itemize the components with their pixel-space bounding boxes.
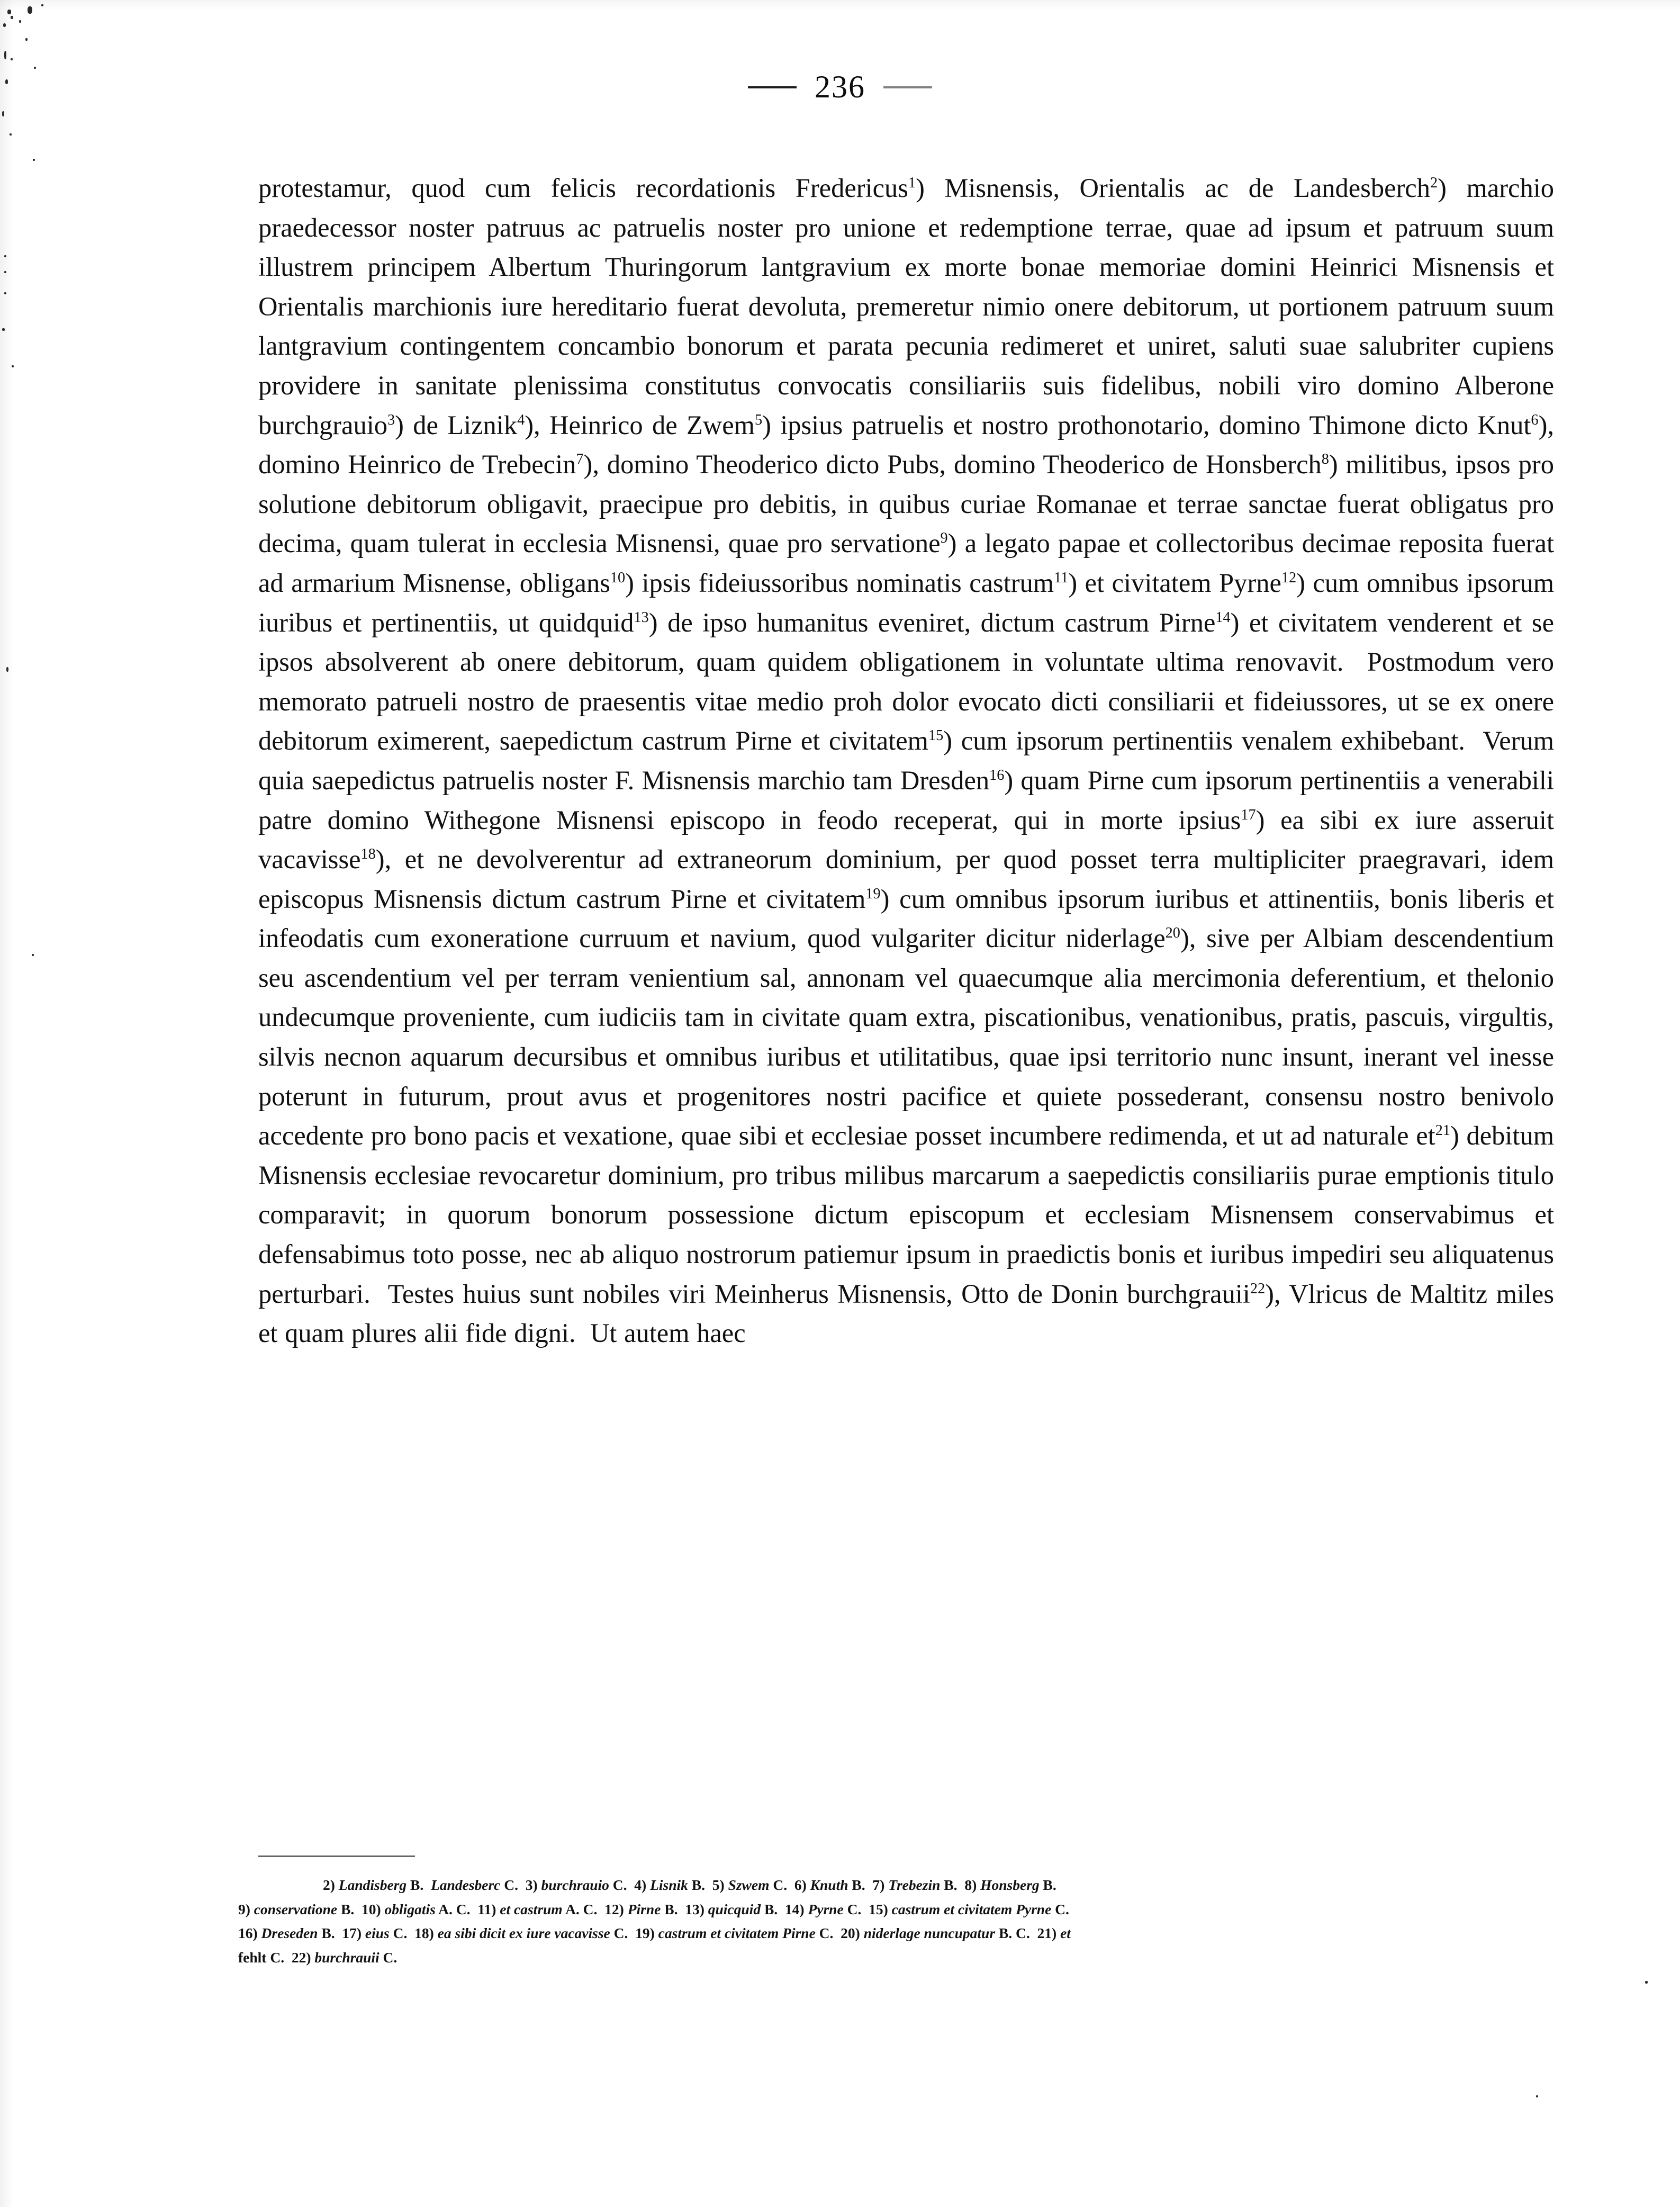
scan-speck xyxy=(25,38,28,41)
scan-speck xyxy=(7,10,11,14)
page-number: 236 xyxy=(815,69,865,104)
scan-speck xyxy=(3,23,6,27)
scan-speck xyxy=(2,111,4,116)
scan-speck xyxy=(28,6,32,14)
scan-speck xyxy=(33,159,35,161)
footnote-line: 9) conservatione B. 10) obligatis A. C. 11) et castrum A. C. 12) Pirne B. 13) quicquid B. 14) Pyrne C. 15) castrum et civitatem Pyrne C. xyxy=(238,1900,1069,1917)
running-head xyxy=(0,69,1680,105)
scan-speck xyxy=(11,58,13,60)
footnote-separator-rule xyxy=(258,1855,415,1857)
main-paragraph: protestamur, quod cum felicis recordationis Fredericus$^1$) Misnensis, Orientalis ac de Landesberch$^2$) marchio praedecessor noster patruus ac patruelis noster pro unione et redemptione terrae, quae ad ipsum et patruum suum illustrem principem Albertum Thuringorum lantgravium ex morte bonae memoriae domini Heinrici Misnensis et Orientalis marchionis iure hereditario fuerat devoluta, premeretur nimio onere debitorum, ut portionem patruum suum lantgravium contingentem concambio bonorum et parata pecunia redimeret et uniret, saluti suae salubriter cupiens providere in sanitate plenissima constitutus convocatis consiliariis suis fidelibus, nobili viro domino Alberone burchgrauio$^3$) de Liznik$^4$), Heinrico de Zwem$^5$) ipsius patruelis et nostro prothonotario, domino Thimone dicto Knut$^6$), domino Heinrico de Trebecin$^7$), domino Theoderico dicto Pubs, domino Theoderico de Honsberch$^8$) militibus, ipsos pro solutione debitorum obligavit, praecipue pro debitis, in quibus curiae Romanae et terrae sanctae fuerat obligatus pro decima, quam tulerat in ecclesia Misnensi, quae pro servatione$^9$) a legato papae et collectoribus decimae reposita fuerat ad armarium Misnense, obligans$^{10}$) ipsis fideiussoribus nominatis castrum$^{11}$) et civitatem Pyrne$^{12}$) cum omnibus ipsorum iuribus et pertinentiis, ut quidquid$^{13}$) de ipso humanitus eveniret, dictum castrum Pirne$^{14}$) et civitatem venderent et se ipsos absolverent ab onere debitorum, quam quidem obligationem in voluntate ultima renovavit. Postmodum vero memorato patrueli nostro de praesentis vitae medio proh dolor evocato dicti consiliarii et fideiussores, ut se ex onere debitorum eximerent, saepedictum castrum Pirne et civitatem$^{15}$) cum ipsorum pertinentiis venalem exhibebant. Verum quia saepedictus patruelis noster F. Misnensis marchio tam Dresden$^{16}$) quam Pirne cum ipsorum pertinentiis a venerabili patre domino Withegone Misnensi episcopo in feodo receperat, qui in morte ipsius$^{17}$) ea sibi ex iure asseruit vacavisse$^{18}$), et ne devolverentur ad extraneorum dominium, per quod posset terra multipliciter praegravari, idem episcopus Misnensis dictum castrum Pirne et civitatem$^{19}$) cum omnibus ipsorum iuribus et attinentiis, bonis liberis et infeodatis cum exoneratione curruum et navium, quod vulgariter dicitur niderlage$^{20}$), sive per Albiam descendentium seu ascendentium vel per terram venientium sal, annonam vel quaecumque alia mercimonia deferentium, et thelonio undecumque proveniente, cum iudiciis tam in civitate quam extra, piscationibus, venationibus, pratis, pascuis, virgultis, silvis necnon aquarum decursibus et omnibus iuribus et utilitatibus, quae ipsi territorio nunc insunt, inerant vel inesse poterunt in futurum, prout avus et progenitores nostri pacifice et quiete possederant, consensu nostro benivolo accedente pro bono pacis et vexatione, quae sibi et ecclesiae posset incumbere redimenda, et ut ad naturale et$^{21}$) debitum Misnensis ecclesiae revocaretur dominium, pro tribus milibus marcarum a saepedictis consiliariis purae emptionis titulo comparavit; in quorum bonorum possessione dictum episcopum et ecclesiam Misnensem conservabimus et defensabimus toto posse, nec ab aliquo nostrorum patiemur ipsum in praedictis bonis et iuribus impediri seu aliquatenus perturbari. Testes huius sunt nobiles viri Meinherus Misnensis, Otto de Donin burchgrauii$^{22}$), Vlricus de Maltitz miles et quam plures alii fide digni. Ut autem haec xyxy=(258,173,1555,1348)
scan-speck xyxy=(12,365,14,367)
scan-speck xyxy=(19,20,21,23)
scan-speck xyxy=(1536,2095,1538,2097)
scan-speck xyxy=(11,16,13,19)
scan-speck xyxy=(41,4,43,6)
footnote-line: 16) Dreseden B. 17) eius C. 18) ea sibi dicit ex iure vacavisse C. 19) castrum et civitatem Pirne C. 20) niderlage nuncupatur B. C. 21) et xyxy=(238,1925,1071,1941)
footnote-line: 2) Landisberg B. Landesberc C. 3) burchrauio C. 4) Lisnik B. 5) Szwem C. 6) Knuth B. 7) Trebezin B. 8) Honsberg B. xyxy=(323,1877,1056,1893)
scan-speck xyxy=(1645,1981,1648,1984)
head-rule-left xyxy=(748,86,797,88)
footnote-apparatus xyxy=(238,1873,1547,1969)
scan-speck xyxy=(4,51,6,59)
scan-speck xyxy=(4,292,6,294)
scan-edge-shadow-top xyxy=(0,0,1680,11)
scan-speck xyxy=(4,271,6,273)
scan-speck xyxy=(2,328,5,331)
footnote-line: fehlt C. 22) burchrauii C. xyxy=(238,1949,398,1966)
scan-speck xyxy=(4,255,6,257)
body-text-block xyxy=(258,168,1554,1353)
scan-speck xyxy=(6,667,8,672)
head-rule-right xyxy=(883,86,932,88)
scan-speck xyxy=(32,954,34,956)
scan-speck xyxy=(10,133,12,136)
scan-edge-shadow-left xyxy=(0,0,14,2207)
